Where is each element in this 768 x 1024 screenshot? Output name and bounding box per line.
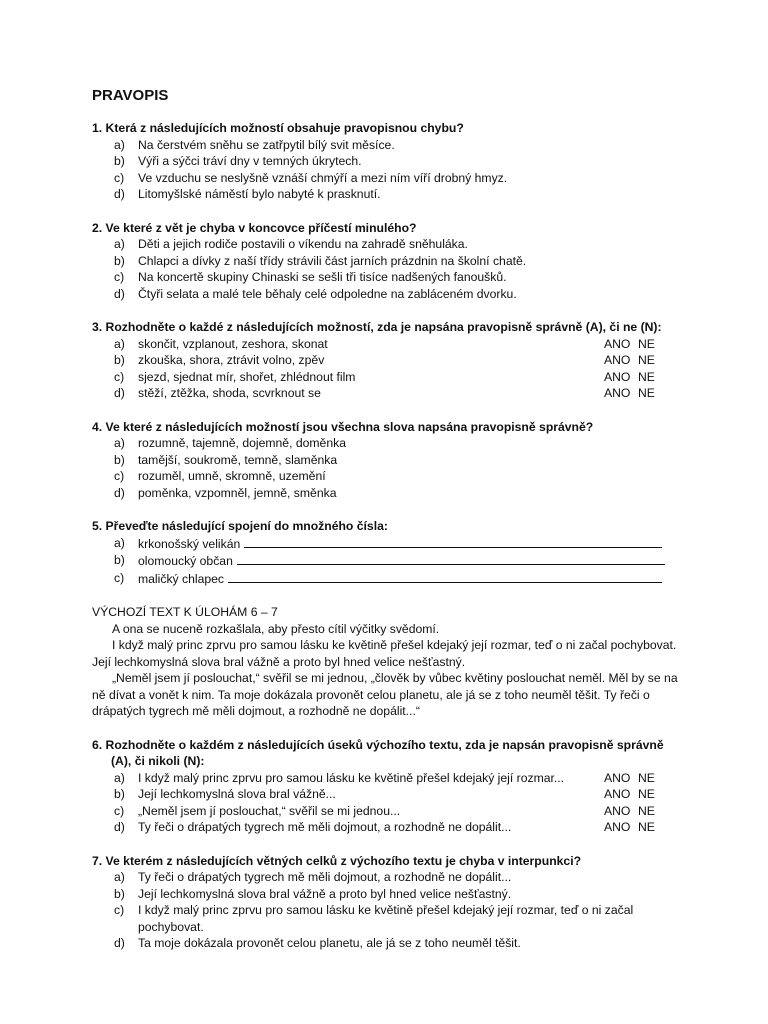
- answer-no: NE: [638, 353, 655, 367]
- option-text: Chlapci a dívky z naší třídy strávili část jarních prázdnin na školní chatě.: [138, 253, 527, 268]
- option-text: skončit, vzplanout, zeshora, skonat: [138, 336, 328, 351]
- option-a: [92, 137, 682, 154]
- option-text: Výři a sýčci tráví dny v temných úkrytech.: [138, 154, 362, 168]
- answer-no: NE: [638, 770, 655, 785]
- option-c: [92, 269, 682, 286]
- answer-yes: ANO: [604, 369, 631, 384]
- option-c: [92, 369, 682, 386]
- option-b: [92, 452, 682, 469]
- option-c: [92, 468, 682, 485]
- answer-yes: ANO: [604, 820, 631, 834]
- answer-no: NE: [638, 369, 655, 384]
- worksheet-page: [92, 86, 682, 969]
- option-letter: d): [114, 386, 125, 400]
- option-a: [92, 236, 682, 253]
- option-text: Na čerstvém sněhu se zatřpytil bílý svit měsíce.: [138, 137, 395, 152]
- option-text: stěží, ztěžka, shoda, scvrknout se: [138, 386, 321, 400]
- option-letter: c): [114, 469, 125, 483]
- worksheet-title: PRAVOPIS: [92, 87, 169, 104]
- option-c: [92, 803, 682, 820]
- option-text: Její lechkomyslná slova bral vážně...: [138, 787, 336, 801]
- answer-blank[interactable]: [228, 570, 662, 583]
- option-letter: a): [114, 336, 125, 351]
- answer-no: NE: [638, 820, 655, 834]
- option-letter: c): [114, 170, 125, 185]
- option-letter: d): [114, 936, 125, 950]
- answer-no: NE: [638, 336, 655, 351]
- option-letter: d): [114, 286, 125, 301]
- option-letter: a): [114, 237, 125, 251]
- option-letter: d): [114, 820, 125, 834]
- option-d: [92, 485, 682, 502]
- option-letter: a): [114, 770, 125, 785]
- answer-yes: ANO: [604, 770, 631, 785]
- option-b: [92, 886, 682, 903]
- option-letter: b): [114, 253, 125, 268]
- option-text: zkouška, shora, ztrávit volno, zpěv: [138, 353, 325, 367]
- option-text: „Neměl jsem jí poslouchat,“ svěřil se mi jednou...: [138, 803, 401, 818]
- option-letter: a): [114, 535, 125, 550]
- answer-blank[interactable]: [244, 535, 662, 548]
- source-paragraph: „Neměl jsem jí poslouchat,“ svěřil se mi jednou, „člověk by vůbec květiny poslouchat neměl. Měl by se na ně dívat a vonět k nim. Ta moje dokázala provonět celou planetu, ale já se z toho neuměl těšit. Ty řeči o drápatých tygrech mě měli dojmout, a rozhodně ne dopálit...“: [92, 671, 678, 718]
- option-d: [92, 286, 682, 303]
- option-text: tamější, soukromě, temně, slaměnka: [138, 452, 338, 467]
- option-letter: d): [114, 485, 125, 500]
- source-paragraph: A ona se nuceně rozkašlala, aby přesto cítil výčitky svědomí.: [112, 621, 440, 636]
- option-letter: c): [114, 369, 125, 384]
- option-letter: b): [114, 787, 125, 801]
- answer-no: NE: [638, 787, 655, 801]
- source-text: [92, 604, 682, 720]
- option-text: Čtyři selata a malé tele běhaly celé odpoledne na zabláceném dvorku.: [138, 286, 517, 301]
- option-text: Na koncertě skupiny Chinaski se sešli tři tisíce nadšených fanoušků.: [138, 270, 507, 284]
- question-4: [92, 419, 682, 502]
- option-letter: c): [114, 270, 125, 284]
- option-letter: b): [114, 553, 125, 567]
- option-text: rozuměl, umně, skromně, uzemění: [138, 469, 326, 483]
- option-text: sjezd, sjednat mír, shořet, zhlédnout film: [138, 369, 356, 384]
- option-text: olomoucký občan: [138, 554, 233, 568]
- answer-yes: ANO: [604, 386, 631, 400]
- option-letter: c): [114, 570, 125, 585]
- option-letter: b): [114, 353, 125, 367]
- option-a: [92, 770, 682, 787]
- option-text: poměnka, vzpomněl, jemně, směnka: [138, 485, 337, 500]
- question-6: [92, 737, 682, 836]
- question-5: [92, 518, 682, 587]
- answer-yes: ANO: [604, 353, 631, 367]
- option-text: Děti a jejich rodiče postavili o víkendu na zahradě sněhuláka.: [138, 237, 468, 251]
- option-b: [92, 552, 682, 570]
- question-text: 2. Ve které z vět je chyba v koncovce příčestí minulého?: [92, 220, 417, 235]
- answer-blank[interactable]: [237, 552, 665, 565]
- question-text: 4. Ve které z následujících možností jsou všechna slova napsána pravopisně správně?: [92, 419, 594, 434]
- question-text: 1. Která z následujících možností obsahuje pravopisnou chybu?: [92, 121, 464, 135]
- option-letter: c): [114, 903, 125, 917]
- question-text: 7. Ve kterém z následujících větných celků z výchozího textu je chyba v interpunkci?: [92, 853, 582, 868]
- option-letter: a): [114, 870, 125, 884]
- option-text: krkonošský velikán: [138, 536, 241, 551]
- option-c: [92, 170, 682, 187]
- question-2: [92, 220, 682, 303]
- option-letter: d): [114, 187, 125, 201]
- answer-yes: ANO: [604, 787, 631, 801]
- option-b: [92, 153, 682, 170]
- option-b: [92, 253, 682, 270]
- option-text: maličký chlapec: [138, 571, 225, 586]
- option-text: Její lechkomyslná slova bral vážně a proto byl hned velice nešťastný.: [138, 886, 512, 901]
- option-text: Ve vzduchu se neslyšně vznáší chmýří a mezi ním víří drobný hmyz.: [138, 170, 508, 185]
- option-d: [92, 186, 682, 203]
- option-text: rozumně, tajemně, dojemně, doměnka: [138, 436, 346, 450]
- option-letter: c): [114, 803, 125, 818]
- option-c: [92, 570, 682, 588]
- option-text: Litomyšlské náměstí bylo nabyté k prasknutí.: [138, 187, 381, 201]
- option-c: [92, 902, 682, 935]
- option-a: [92, 535, 682, 553]
- option-letter: a): [114, 436, 125, 450]
- source-paragraph: I když malý princ zprvu pro samou lásku ke květině přešel kdejaký její rozmar, teď o ni začal pochybovat. Její lechkomyslná slova bral vážně a proto byl hned velice nešťastný.: [92, 638, 677, 669]
- option-letter: a): [114, 137, 125, 152]
- answer-yes: ANO: [604, 803, 631, 818]
- question-7: [92, 853, 682, 952]
- question-1: [92, 120, 682, 203]
- option-a: [92, 435, 682, 452]
- source-heading: VÝCHOZÍ TEXT K ÚLOHÁM 6 – 7: [92, 605, 278, 619]
- option-letter: b): [114, 886, 125, 901]
- answer-no: NE: [638, 386, 655, 400]
- answer-yes: ANO: [604, 336, 631, 351]
- option-text: I když malý princ zprvu pro samou lásku ke květině přešel kdejaký její rozmar...: [138, 770, 565, 785]
- option-a: [92, 869, 682, 886]
- option-text: Ty řeči o drápatých tygrech mě měli dojmout, a rozhodně ne dopálit...: [138, 820, 512, 834]
- option-text: I když malý princ zprvu pro samou lásku ke květině přešel kdejaký její rozmar, teď o ni začal pochybovat.: [138, 903, 634, 934]
- option-b: [92, 352, 682, 369]
- option-text: Ta moje dokázala provonět celou planetu, ale já se z toho neuměl těšit.: [138, 936, 521, 950]
- option-letter: b): [114, 154, 125, 168]
- question-text: 3. Rozhodněte o každé z následujících možností, zda je napsána pravopisně správně (A), či ne (N):: [92, 320, 662, 334]
- question-3: [92, 319, 682, 402]
- question-text: 5. Převeďte následující spojení do množného čísla:: [92, 519, 388, 533]
- option-b: [92, 786, 682, 803]
- option-letter: b): [114, 452, 125, 467]
- option-d: [92, 935, 682, 952]
- option-d: [92, 385, 682, 402]
- option-d: [92, 819, 682, 836]
- question-text: 6. Rozhodněte o každém z následujících úseků výchozího textu, zda je napsán pravopisně správně (A), či nikoli (N):: [92, 737, 664, 768]
- option-text: Ty řeči o drápatých tygrech mě měli dojmout, a rozhodně ne dopálit...: [138, 870, 512, 884]
- option-a: [92, 336, 682, 353]
- answer-no: NE: [638, 803, 655, 818]
